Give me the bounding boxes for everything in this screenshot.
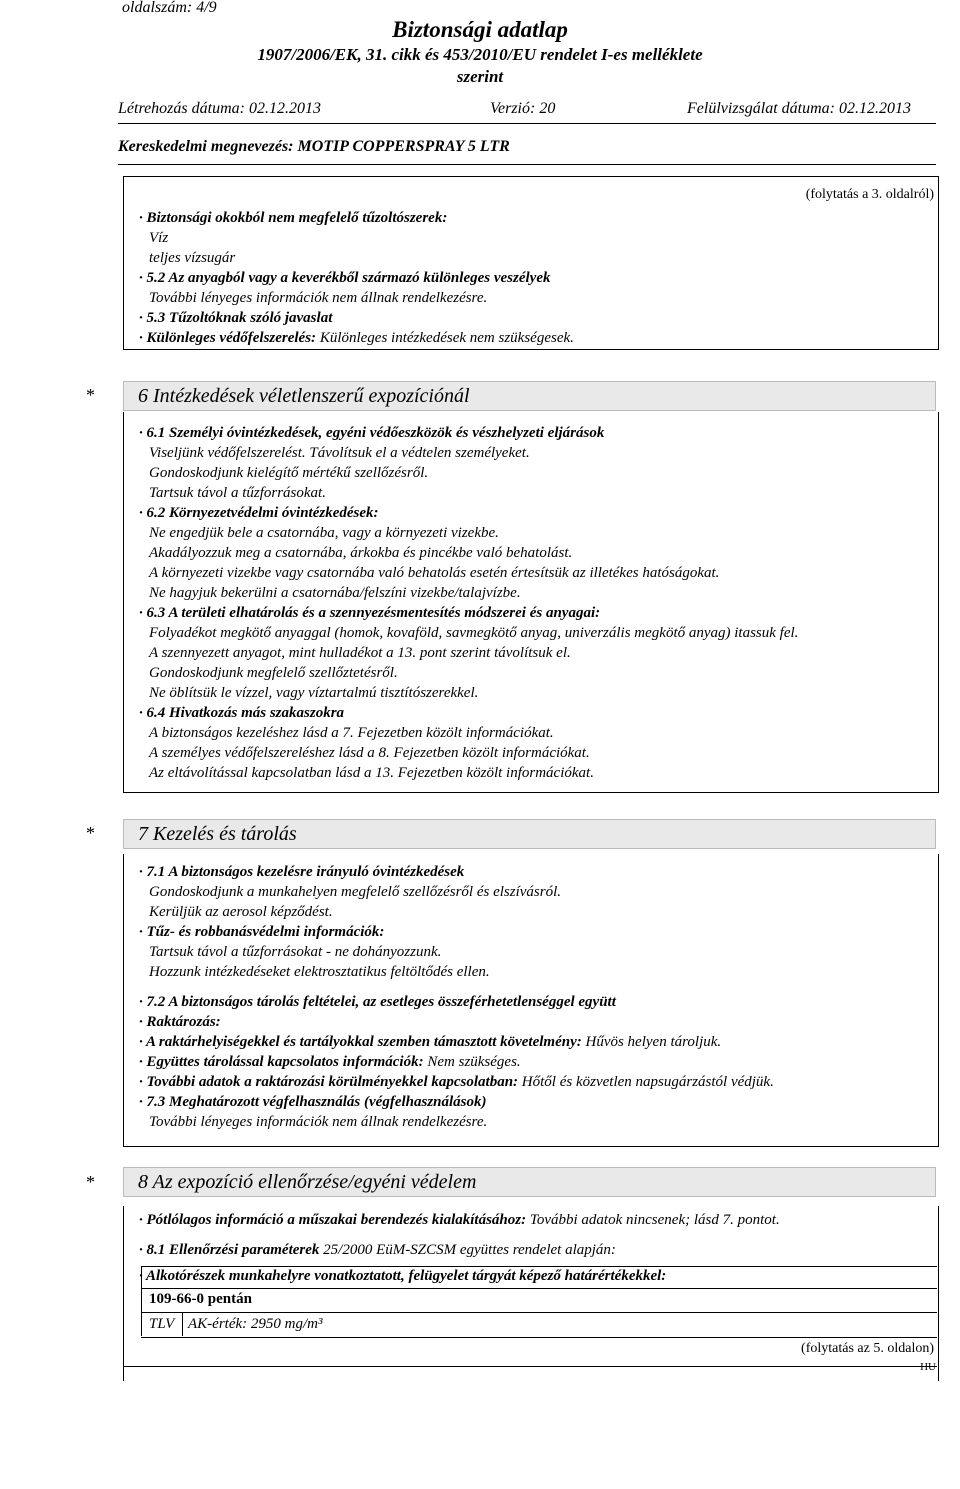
revision-date: Felülvizsgálat dátuma: 02.12.2013 <box>687 100 911 117</box>
regulation-line-2: szerint <box>456 67 504 86</box>
s7-line-8: · Raktározás: <box>139 1014 221 1030</box>
s6-line-8: A környezeti vizekbe vagy csatornába való behatolás esetén értesítsük az illetékes hatóságokat. <box>149 565 720 581</box>
s6-line-4: Tartsuk távol a tűzforrásokat. <box>149 485 326 501</box>
s8-line-3: · Alkotórészek munkahelyre vonatkoztatott, felügyelet tárgyát képező határértékekkel: <box>139 1268 667 1284</box>
s5-line-6: · 5.3 Tűzoltóknak szóló javaslat <box>139 310 333 326</box>
section-6-heading <box>123 381 936 411</box>
s6-line-16: A biztonságos kezeléshez lásd a 7. Fejezetben közölt információkat. <box>149 725 554 741</box>
s5-line-3: teljes vízsugár <box>149 250 236 266</box>
s5-line-7-label: · Különleges védőfelszerelés: <box>139 330 317 346</box>
version: Verzió: 20 <box>490 100 556 117</box>
section-7-title: 7 Kezelés és tárolás <box>138 823 297 845</box>
s7-line-9-label: · A raktárhelyiségekkel és tartályokkal szemben támasztott követelmény: <box>139 1034 582 1050</box>
s6-line-3: Gondoskodjunk kielégítő mértékű szellőzésről. <box>149 465 429 481</box>
s6-line-5: · 6.2 Környezetvédelmi óvintézkedések: <box>139 505 379 521</box>
tlv-value: AK-érték: 2950 mg/m³ <box>188 1316 323 1332</box>
s7-line-11-label: · További adatok a raktározási körülményekkel kapcsolatban: <box>139 1074 519 1090</box>
s8-line-1-label: · Pótlólagos információ a műszakai berendezés kialakításához: <box>139 1212 527 1228</box>
s7-line-1: · 7.1 A biztonságos kezelésre irányuló óvintézkedések <box>139 864 465 880</box>
s7-line-3: Kerüljük az aerosol képződést. <box>149 904 333 920</box>
s6-line-13: Gondoskodjunk megfelelő szellőztetésről. <box>149 665 398 681</box>
page-number: oldalszám: 4/9 <box>122 0 217 16</box>
section-6-star: * <box>86 385 95 405</box>
s6-line-7: Akadályozzuk meg a csatornába, árkokba és pincékbe való behatolást. <box>149 545 573 561</box>
s5-line-7-value: Különleges intézkedések nem szükségesek. <box>319 330 574 346</box>
s6-line-11: Folyadékot megkötő anyaggal (homok, kovaföld, savmegkötő anyag, univerzális megkötő anyag) itassuk fel. <box>149 625 799 641</box>
section-6-title: 6 Intézkedések véletlenszerű expozíciónál <box>138 385 470 407</box>
s6-line-9: Ne hagyjuk bekerülni a csatornába/felszíni vizekbe/talajvízbe. <box>149 585 521 601</box>
s7-line-4: · Tűz- és robbanásvédelmi információk: <box>139 924 385 940</box>
substance-name: 109-66-0 pentán <box>149 1291 252 1307</box>
s7-line-6: Hozzunk intézkedéseket elektrosztatikus feltöltődés ellen. <box>149 964 490 980</box>
s7-line-13: További lényeges információk nem állnak rendelkezésre. <box>149 1114 488 1130</box>
tlv-label: TLV <box>149 1316 175 1332</box>
s6-line-2: Viseljünk védőfelszerelést. Távolítsuk el a védtelen személyeket. <box>149 445 530 461</box>
section-8-star: * <box>86 1172 95 1192</box>
s5-line-7 <box>139 328 574 348</box>
s6-line-17: A személyes védőfelszereléshez lásd a 8. Fejezetben közölt információkat. <box>149 745 590 761</box>
s5-line-2: Víz <box>149 230 169 246</box>
regulation-line: 1907/2006/EK, 31. cikk és 453/2010/EU rendelet I-es melléklete <box>257 45 703 64</box>
s7-line-2: Gondoskodjunk a munkahelyen megfelelő szellőzésről és elszívásról. <box>149 884 562 900</box>
s7-line-7: · 7.2 A biztonságos tárolás feltételei, az esetleges összeférhetetlenséggel együtt <box>139 994 616 1010</box>
document-title: Biztonsági adatlap <box>392 17 568 42</box>
limits-table-substance-row <box>141 1288 937 1311</box>
s5-line-1: · Biztonsági okokból nem megfelelő tűzoltószerek: <box>139 210 448 226</box>
s8-line-2 <box>139 1240 616 1260</box>
s6-line-15: · 6.4 Hivatkozás más szakaszokra <box>139 705 345 721</box>
s6-line-18: Az eltávolítással kapcsolatban lásd a 13. Fejezetben közölt információkat. <box>149 765 594 781</box>
s5-line-4: · 5.2 Az anyagból vagy a keverékből származó különleges veszélyek <box>139 270 551 286</box>
created-date: Létrehozás dátuma: 02.12.2013 <box>118 100 321 117</box>
continued-to: (folytatás az 5. oldalon) <box>801 1341 934 1356</box>
s6-line-12: A szennyezett anyagot, mint hulladékot a 13. pont szerint távolítsuk el. <box>149 645 571 661</box>
s6-line-6: Ne engedjük bele a csatornába, vagy a környezeti vizekbe. <box>149 525 499 541</box>
s7-line-10-value: Nem szükséges. <box>427 1054 521 1070</box>
header-divider <box>118 123 936 124</box>
s7-line-9-value: Hűvös helyen tároljuk. <box>585 1034 722 1050</box>
s8-line-2-value: 25/2000 EüM-SZCSM együttes rendelet alapján: <box>323 1242 616 1258</box>
s6-line-14: Ne öblítsük le vízzel, vagy víztartalmú tisztítószerekkel. <box>149 685 479 701</box>
s7-line-10 <box>139 1052 521 1072</box>
section-7-star: * <box>86 823 95 843</box>
s7-line-9 <box>139 1032 721 1052</box>
header-divider-2 <box>118 164 936 165</box>
continued-from: (folytatás a 3. oldalról) <box>805 187 934 202</box>
s5-line-5: További lényeges információk nem állnak rendelkezésre. <box>149 290 488 306</box>
s8-line-1-value: További adatok nincsenek; lásd 7. pontot. <box>529 1212 780 1228</box>
footer-divider <box>123 1366 937 1367</box>
s6-line-10: · 6.3 A területi elhatárolás és a szennyezésmentesítés módszerei és anyagai: <box>139 605 601 621</box>
s7-line-10-label: · Együttes tárolással kapcsolatos információk: <box>139 1054 424 1070</box>
s7-line-5: Tartsuk távol a tűzforrásokat - ne dohányozzunk. <box>149 944 442 960</box>
s7-line-11-value: Hőtől és közvetlen napsugárzástól védjük. <box>521 1074 774 1090</box>
s8-line-1 <box>139 1210 780 1230</box>
limits-table-column-divider <box>182 1312 183 1336</box>
s8-line-2-label: · 8.1 Ellenőrzési paraméterek <box>139 1242 320 1258</box>
section-8-heading <box>123 1167 936 1197</box>
country-code: HU <box>920 1361 936 1373</box>
section-7-heading <box>123 819 936 849</box>
s6-line-1: · 6.1 Személyi óvintézkedések, egyéni védőeszközök és vészhelyzeti eljárások <box>139 425 605 441</box>
trade-name: Kereskedelmi megnevezés: MOTIP COPPERSPRAY 5 LTR <box>118 138 510 155</box>
s7-line-12: · 7.3 Meghatározott végfelhasználás (végfelhasználások) <box>139 1094 487 1110</box>
s7-line-11 <box>139 1072 774 1092</box>
section-8-title: 8 Az expozíció ellenőrzése/egyéni védelem <box>138 1171 477 1193</box>
